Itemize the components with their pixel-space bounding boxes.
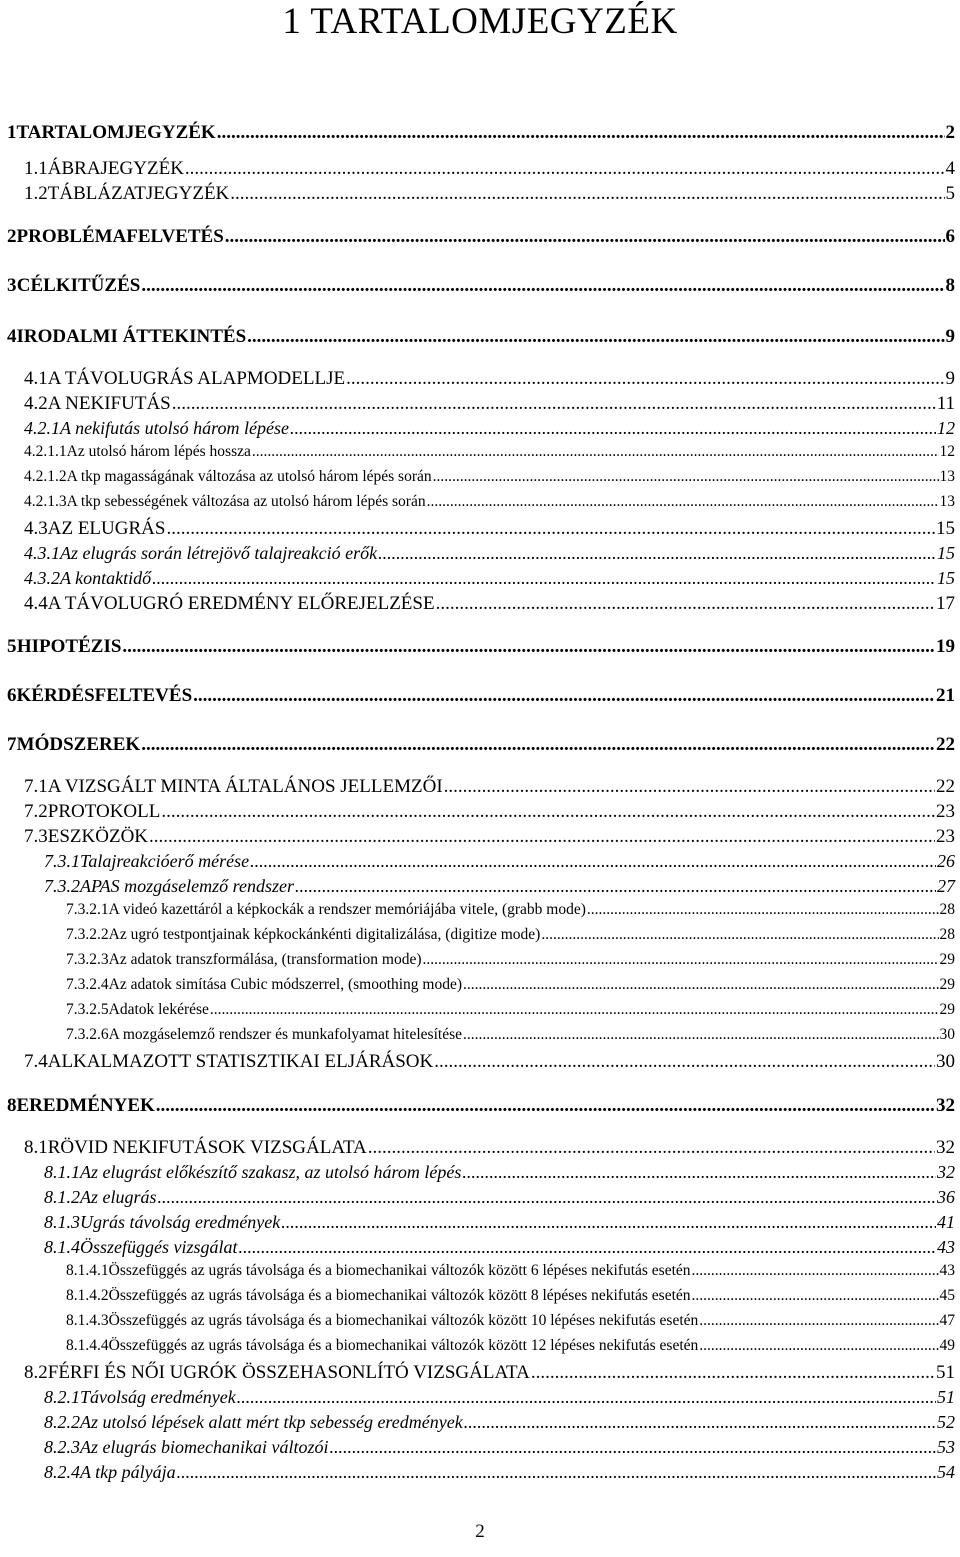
toc-entry-page: 43 bbox=[937, 1237, 955, 1257]
toc-dot-leader bbox=[531, 1362, 935, 1384]
toc-entry-number: 4.4 bbox=[24, 593, 48, 614]
toc-dot-leader bbox=[141, 734, 935, 756]
toc-entry-number: 8.2.4 bbox=[44, 1462, 80, 1482]
toc-entry-number: 7.3.1 bbox=[44, 851, 80, 871]
toc-entry-number: 7.3 bbox=[24, 826, 48, 847]
toc-dot-leader bbox=[329, 1437, 936, 1458]
toc-entry[interactable] bbox=[44, 1387, 955, 1411]
toc-entry-number: 2 bbox=[7, 226, 17, 247]
toc-entry-number: 8 bbox=[7, 1095, 17, 1116]
toc-entry-page: 15 bbox=[937, 543, 955, 563]
toc-entry-page: 32 bbox=[936, 1095, 955, 1116]
toc-entry-page: 12 bbox=[937, 418, 955, 438]
toc-dot-leader bbox=[247, 326, 944, 348]
toc-dot-leader bbox=[692, 1262, 939, 1280]
toc-entry-page: 52 bbox=[937, 1412, 955, 1432]
toc-entry-number: 4.3 bbox=[24, 518, 48, 539]
page-number: 2 bbox=[475, 1521, 485, 1542]
toc-entry-page: 51 bbox=[937, 1387, 955, 1407]
toc-entry-page: 15 bbox=[936, 518, 955, 539]
toc-entry-number: 7.3.2.6 bbox=[66, 1026, 109, 1043]
toc-entry-number: 4.2.1.1 bbox=[24, 443, 67, 460]
toc-entry-title: APAS mozgáselemző rendszer bbox=[80, 876, 294, 896]
toc-entry[interactable] bbox=[24, 493, 955, 517]
toc-entry-number: 7.3.2.1 bbox=[66, 901, 109, 918]
toc-entry[interactable] bbox=[24, 183, 955, 207]
toc-entry-number: 3 bbox=[7, 275, 17, 296]
toc-entry-page: 23 bbox=[936, 826, 955, 847]
toc-dot-leader bbox=[239, 1237, 937, 1258]
toc-entry-title: TARTALOMJEGYZÉK bbox=[16, 122, 216, 143]
toc-dot-leader bbox=[587, 901, 939, 919]
toc-entry-page: 29 bbox=[939, 1001, 955, 1018]
toc-entry-page: 28 bbox=[939, 901, 955, 918]
toc-dot-leader bbox=[463, 1026, 939, 1044]
toc-dot-leader bbox=[230, 183, 944, 205]
toc-entry-number: 8.1.4 bbox=[44, 1237, 80, 1257]
toc-entry-number: 1 bbox=[7, 122, 17, 143]
toc-entry-title: Ugrás távolság eredmények bbox=[80, 1212, 281, 1232]
toc-entry[interactable] bbox=[24, 801, 955, 825]
toc-entry-number: 7.3.2.2 bbox=[66, 926, 109, 943]
toc-entry-page: 15 bbox=[937, 568, 955, 588]
toc-entry-page: 27 bbox=[937, 876, 955, 896]
toc-entry-page: 22 bbox=[936, 776, 955, 797]
toc-entry-number: 4.2 bbox=[24, 393, 48, 414]
toc-dot-leader bbox=[541, 926, 938, 944]
toc-entry-number: 8.2 bbox=[24, 1362, 48, 1383]
toc-dot-leader bbox=[427, 493, 939, 511]
toc-dot-leader bbox=[281, 1212, 936, 1233]
toc-dot-leader bbox=[161, 801, 935, 823]
toc-entry-title: KÉRDÉSFELTEVÉS bbox=[16, 685, 193, 706]
toc-entry[interactable] bbox=[44, 1237, 955, 1261]
toc-dot-leader bbox=[149, 826, 935, 848]
toc-entry-number: 8.1.4.2 bbox=[66, 1287, 109, 1304]
toc-entry-number: 8.1.1 bbox=[44, 1162, 80, 1182]
toc-entry-title: HIPOTÉZIS bbox=[16, 636, 122, 657]
toc-dot-leader bbox=[692, 1287, 939, 1305]
toc-entry[interactable] bbox=[24, 393, 955, 417]
toc-entry-number: 7 bbox=[7, 734, 17, 755]
toc-entry-page: 9 bbox=[945, 326, 955, 347]
toc-entry-page: 4 bbox=[945, 158, 955, 179]
toc-dot-leader bbox=[464, 1412, 936, 1433]
toc-entry-page: 53 bbox=[937, 1437, 955, 1457]
toc-dot-leader bbox=[217, 122, 945, 144]
toc-entry[interactable] bbox=[44, 1437, 955, 1461]
toc-dot-leader bbox=[290, 418, 936, 439]
toc-entry[interactable] bbox=[66, 1026, 955, 1050]
toc-dot-leader bbox=[295, 876, 936, 897]
toc-entry-number: 8.1.4.4 bbox=[66, 1337, 109, 1354]
toc-entry-title: CÉLKITŰZÉS bbox=[16, 275, 141, 296]
toc-entry-number: 5 bbox=[7, 636, 17, 657]
toc-entry[interactable] bbox=[7, 1095, 955, 1119]
toc-entry[interactable] bbox=[66, 1312, 955, 1336]
toc-entry-number: 6 bbox=[7, 685, 17, 706]
toc-entry-page: 41 bbox=[937, 1212, 955, 1232]
toc-entry-title: A tkp pályája bbox=[80, 1462, 176, 1482]
toc-entry[interactable] bbox=[44, 851, 955, 875]
toc-entry-title: A nekifutás utolsó három lépése bbox=[60, 418, 289, 438]
toc-entry[interactable] bbox=[66, 951, 955, 975]
toc-entry[interactable] bbox=[24, 443, 955, 467]
toc-dot-leader bbox=[237, 1387, 936, 1408]
toc-entry[interactable] bbox=[24, 418, 955, 442]
toc-entry-number: 7.4 bbox=[24, 1051, 48, 1072]
toc-entry-title: A videó kazettáról a képkockák a rendszer memóriájába vitele, (grabb mode) bbox=[108, 901, 586, 918]
toc-entry-title: Összefüggés az ugrás távolsága és a biomechanikai változók között 10 lépéses nekifutás esetén bbox=[108, 1312, 699, 1329]
toc-entry-title: FÉRFI ÉS NŐI UGRÓK ÖSSZEHASONLÍTÓ VIZSGÁLATA bbox=[47, 1362, 530, 1383]
toc-entry-title: AZ ELUGRÁS bbox=[47, 518, 166, 539]
toc-entry-number: 8.1.4.3 bbox=[66, 1312, 109, 1329]
toc-entry[interactable] bbox=[66, 1337, 955, 1361]
toc-entry-number: 8.1.4.1 bbox=[66, 1262, 109, 1279]
toc-entry-title: A mozgáselemző rendszer és munkafolyamat hitelesítése bbox=[108, 1026, 462, 1043]
toc-entry-page: 49 bbox=[939, 1337, 955, 1354]
toc-dot-leader bbox=[250, 851, 936, 872]
toc-entry-title: Az elugrás során létrejövő talajreakció erők bbox=[60, 543, 378, 563]
toc-entry-page: 29 bbox=[939, 951, 955, 968]
toc-entry-page: 21 bbox=[936, 685, 955, 706]
toc-entry[interactable] bbox=[7, 734, 955, 758]
toc-entry-page: 47 bbox=[939, 1312, 955, 1329]
toc-dot-leader bbox=[185, 158, 945, 180]
toc-entry-page: 36 bbox=[937, 1187, 955, 1207]
toc-entry-title: ALKALMAZOTT STATISZTIKAI ELJÁRÁSOK bbox=[47, 1051, 434, 1072]
toc-entry-number: 8.2.2 bbox=[44, 1412, 80, 1432]
toc-entry-page: 32 bbox=[937, 1162, 955, 1182]
toc-entry-title: A VIZSGÁLT MINTA ÁLTALÁNOS JELLEMZŐI bbox=[47, 776, 443, 797]
toc-entry[interactable] bbox=[7, 226, 955, 250]
toc-entry-number: 7.3.2.3 bbox=[66, 951, 109, 968]
toc-entry-page: 11 bbox=[936, 393, 955, 414]
toc-entry[interactable] bbox=[44, 1412, 955, 1436]
toc-entry-page: 32 bbox=[936, 1137, 955, 1158]
toc-dot-leader bbox=[463, 976, 938, 994]
toc-entry-number: 7.1 bbox=[24, 776, 48, 797]
toc-entry[interactable] bbox=[44, 1162, 955, 1186]
toc-entry-title: Talajreakcióerő mérése bbox=[80, 851, 250, 871]
toc-entry-number: 8.1.2 bbox=[44, 1187, 80, 1207]
toc-entry-title: MÓDSZEREK bbox=[16, 734, 141, 755]
toc-entry-number: 7.2 bbox=[24, 801, 48, 822]
toc-entry[interactable] bbox=[7, 326, 955, 350]
toc-entry-number: 7.3.2.5 bbox=[66, 1001, 109, 1018]
toc-entry-page: 17 bbox=[936, 593, 955, 614]
toc-entry-title: IRODALMI ÁTTEKINTÉS bbox=[16, 326, 247, 347]
toc-dot-leader bbox=[193, 685, 935, 707]
toc-entry[interactable] bbox=[24, 368, 955, 392]
toc-entry-page: 43 bbox=[939, 1262, 955, 1279]
toc-dot-leader bbox=[368, 1137, 935, 1159]
toc-entry-title: Az elugrás bbox=[80, 1187, 157, 1207]
toc-dot-leader bbox=[141, 275, 944, 297]
toc-entry-title: ÁBRAJEGYZÉK bbox=[47, 158, 184, 179]
toc-entry-title: Összefüggés vizsgálat bbox=[80, 1237, 238, 1257]
toc-entry-page: 26 bbox=[937, 851, 955, 871]
toc-entry-page: 29 bbox=[939, 976, 955, 993]
toc-entry-page: 8 bbox=[945, 275, 955, 296]
toc-entry-page: 9 bbox=[945, 368, 955, 389]
toc-entry[interactable] bbox=[44, 1462, 955, 1486]
toc-dot-leader bbox=[699, 1312, 938, 1330]
toc-dot-leader bbox=[210, 1001, 939, 1019]
toc-entry-page: 22 bbox=[936, 734, 955, 755]
toc-dot-leader bbox=[252, 443, 939, 461]
toc-entry-title: Az ugró testpontjainak képkockánkénti digitalizálása, (digitize mode) bbox=[108, 926, 541, 943]
toc-entry-title: A TÁVOLUGRÁS ALAPMODELLJE bbox=[47, 368, 346, 389]
toc-entry-number: 1.1 bbox=[24, 158, 48, 179]
toc-entry-number: 4.2.1.2 bbox=[24, 468, 67, 485]
toc-entry-page: 30 bbox=[936, 1051, 955, 1072]
toc-entry-title: Az adatok simítása Cubic módszerrel, (smoothing mode) bbox=[108, 976, 463, 993]
toc-entry-number: 1.2 bbox=[24, 183, 48, 204]
toc-entry-title: Az adatok transzformálása, (transformation mode) bbox=[108, 951, 422, 968]
toc-entry[interactable] bbox=[7, 122, 955, 146]
toc-entry-title: ESZKÖZÖK bbox=[47, 826, 149, 847]
toc-entry-number: 4.1 bbox=[24, 368, 48, 389]
toc-entry-title: A tkp sebességének változása az utolsó három lépés során bbox=[66, 493, 426, 510]
toc-entry-title: Az elugrást előkészítő szakasz, az utolsó három lépés bbox=[80, 1162, 462, 1182]
toc-entry-number: 4 bbox=[7, 326, 17, 347]
toc-entry-title: A kontaktidő bbox=[60, 568, 152, 588]
toc-entry-page: 51 bbox=[936, 1362, 955, 1383]
toc-entry-number: 4.3.1 bbox=[24, 543, 60, 563]
toc-dot-leader bbox=[122, 636, 935, 658]
toc-entry-title: Az utolsó három lépés hossza bbox=[66, 443, 251, 460]
toc-entry[interactable] bbox=[66, 1287, 955, 1311]
toc-entry-title: EREDMÉNYEK bbox=[16, 1095, 155, 1116]
toc-entry-page: 23 bbox=[936, 801, 955, 822]
toc-entry-title: RÖVID NEKIFUTÁSOK VIZSGÁLATA bbox=[47, 1137, 367, 1158]
toc-entry-title: Összefüggés az ugrás távolsága és a biomechanikai változók között 8 lépéses nekifutás esetén bbox=[108, 1287, 691, 1304]
toc-entry-number: 4.2.1 bbox=[24, 418, 60, 438]
toc-dot-leader bbox=[436, 593, 935, 615]
toc-entry[interactable] bbox=[7, 685, 955, 709]
toc-dot-leader bbox=[433, 468, 939, 486]
toc-entry-number: 7.3.2 bbox=[44, 876, 80, 896]
toc-dot-leader bbox=[158, 1187, 937, 1208]
toc-entry[interactable] bbox=[24, 1051, 955, 1075]
toc-entry-page: 19 bbox=[936, 636, 955, 657]
toc-dot-leader bbox=[156, 1095, 935, 1117]
toc-entry[interactable] bbox=[24, 568, 955, 592]
toc-entry-title: Az elugrás biomechanikai változói bbox=[80, 1437, 329, 1457]
toc-entry[interactable] bbox=[66, 976, 955, 1000]
toc-dot-leader bbox=[378, 543, 936, 564]
toc-entry-title: PROBLÉMAFELVETÉS bbox=[16, 226, 224, 247]
toc-dot-leader bbox=[152, 568, 936, 589]
toc-entry-page: 13 bbox=[939, 468, 955, 485]
toc-entry-page: 12 bbox=[939, 443, 955, 460]
toc-entry-title: PROTOKOLL bbox=[47, 801, 161, 822]
toc-dot-leader bbox=[444, 776, 935, 798]
toc-entry-title: A tkp magasságának változása az utolsó három lépés során bbox=[66, 468, 432, 485]
toc-dot-leader bbox=[434, 1051, 935, 1073]
page-title: 1 TARTALOMJEGYZÉK bbox=[282, 1, 678, 42]
toc-entry[interactable] bbox=[24, 826, 955, 850]
toc-entry-page: 45 bbox=[939, 1287, 955, 1304]
toc-entry-title: Összefüggés az ugrás távolsága és a biomechanikai változók között 6 lépéses nekifutás esetén bbox=[108, 1262, 691, 1279]
toc-entry-number: 8.1.3 bbox=[44, 1212, 80, 1232]
toc-entry[interactable] bbox=[24, 1137, 955, 1161]
toc-entry-title: A NEKIFUTÁS bbox=[47, 393, 171, 414]
toc-dot-leader bbox=[225, 226, 945, 248]
toc-entry-title: Összefüggés az ugrás távolsága és a biomechanikai változók között 12 lépéses nekifutás esetén bbox=[108, 1337, 699, 1354]
toc-entry-title: A TÁVOLUGRÓ EREDMÉNY ELŐREJELZÉSE bbox=[47, 593, 435, 614]
toc-entry-title: Távolság eredmények bbox=[80, 1387, 236, 1407]
toc-entry-page: 6 bbox=[945, 226, 955, 247]
toc-entry-page: 5 bbox=[945, 183, 955, 204]
toc-entry-title: Az utolsó lépések alatt mért tkp sebesség eredmények bbox=[80, 1412, 463, 1432]
toc-entry[interactable] bbox=[7, 275, 955, 299]
toc-entry-page: 28 bbox=[939, 926, 955, 943]
toc-dot-leader bbox=[462, 1162, 936, 1183]
toc-entry[interactable] bbox=[24, 518, 955, 542]
toc-entry[interactable] bbox=[24, 593, 955, 617]
toc-entry[interactable] bbox=[24, 776, 955, 800]
toc-entry-number: 7.3.2.4 bbox=[66, 976, 109, 993]
toc-entry-page: 54 bbox=[937, 1462, 955, 1482]
toc-dot-leader bbox=[177, 1462, 936, 1483]
toc-entry[interactable] bbox=[44, 876, 955, 900]
toc-entry[interactable] bbox=[66, 1262, 955, 1286]
toc-entry-number: 8.2.1 bbox=[44, 1387, 80, 1407]
toc-entry-title: Adatok lekérése bbox=[108, 1001, 209, 1018]
toc-entry[interactable] bbox=[66, 901, 955, 925]
toc-entry-number: 8.1 bbox=[24, 1137, 48, 1158]
toc-entry-page: 30 bbox=[939, 1026, 955, 1043]
toc-entry[interactable] bbox=[24, 543, 955, 567]
toc-dot-leader bbox=[166, 518, 935, 540]
toc-entry[interactable] bbox=[24, 468, 955, 492]
toc-entry[interactable] bbox=[66, 1001, 955, 1025]
toc-dot-leader bbox=[423, 951, 939, 969]
toc-dot-leader bbox=[172, 393, 936, 415]
toc-dot-leader bbox=[346, 368, 944, 390]
toc-dot-leader bbox=[699, 1337, 938, 1355]
toc-entry-number: 4.2.1.3 bbox=[24, 493, 67, 510]
toc-entry-title: TÁBLÁZATJEGYZÉK bbox=[47, 183, 230, 204]
toc-entry[interactable] bbox=[24, 1362, 955, 1386]
toc-entry[interactable] bbox=[44, 1187, 955, 1211]
toc-entry-page: 13 bbox=[939, 493, 955, 510]
toc-entry[interactable] bbox=[44, 1212, 955, 1236]
toc-entry-number: 4.3.2 bbox=[24, 568, 60, 588]
toc-entry[interactable] bbox=[7, 636, 955, 660]
toc-entry-page: 2 bbox=[945, 122, 955, 143]
toc-entry[interactable] bbox=[66, 926, 955, 950]
toc-entry[interactable] bbox=[24, 158, 955, 182]
toc-entry-number: 8.2.3 bbox=[44, 1437, 80, 1457]
